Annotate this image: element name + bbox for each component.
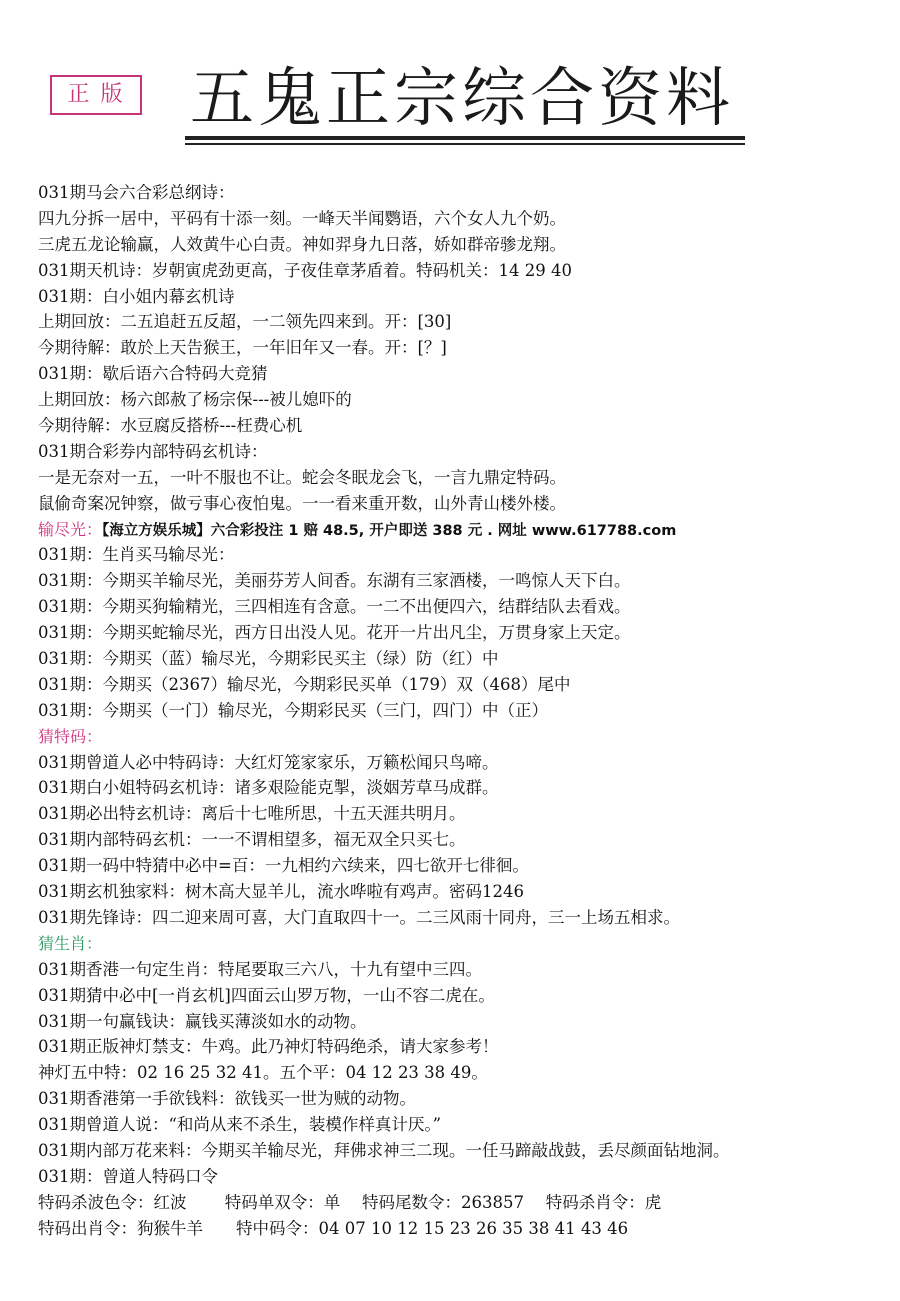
text-line: 031期马会六合彩总纲诗： xyxy=(38,183,235,202)
text-line: 031期合彩券内部特码玄机诗： xyxy=(38,441,268,461)
text-line: 今期待解：水豆腐反搭桥---枉费心机 xyxy=(38,416,303,436)
text-line: 031期：今期买狗输精光，三四相连有含意。一二不出便四六，结群结队去看戏。 xyxy=(38,597,631,617)
text-line: 031期香港一句定生肖：特尾要取三六八，十九有望中三四。 xyxy=(38,959,482,979)
section-guess-code-label: 猜特码： xyxy=(38,726,103,746)
text-line: 鼠偷奇案况钟察，做亏事心夜怕鬼。一一看来重开数，山外青山楼外楼。 xyxy=(38,493,566,513)
text-line: 031期先锋诗：四二迎来周可喜，大门直取四十一。二三风雨十同舟，三一上场五相求。 xyxy=(38,907,680,927)
text-line: 031期：今期买羊输尽光，美丽芬芳人间香。东湖有三家酒楼，一鸣惊人天下白。 xyxy=(38,571,631,591)
title-underline xyxy=(185,136,745,140)
text-line: 031期内部特码玄机：一一不谓相望多，福无双全只买七。 xyxy=(38,830,466,850)
block-general xyxy=(38,180,888,517)
text-line: 031期：生肖买马输尽光： xyxy=(38,545,235,565)
block-lose xyxy=(38,542,888,723)
text-line: 031期：今期买蛇输尽光，西方日出没人见。花开一片出凡尘，万贯身家上天定。 xyxy=(38,623,631,643)
title-underline-thin xyxy=(185,143,745,145)
text-line: 031期：今期买（2367）输尽光，今期彩民买单（179）双（468）尾中 xyxy=(38,674,571,694)
block-guess-zodiac xyxy=(38,957,888,1242)
text-line: 今期待解：敢於上天告猴王，一年旧年又一春。开：[？] xyxy=(38,338,447,358)
edition-badge: 正 版 xyxy=(50,75,142,115)
block-guess-code xyxy=(38,750,888,931)
text-line: 031期：歇后语六合特码大竞猜 xyxy=(38,364,268,384)
advertisement-banner: 【海立方娱乐城】六合彩投注 1 赔 48.5, 开户即送 388 元 . 网址 www.617788.com xyxy=(102,522,677,539)
text-line: 031期曾道人说：“和尚从来不杀生，装模作样真计厌。” xyxy=(38,1115,442,1135)
text-line: 神灯五中特：02 16 25 32 41。五个平：04 12 23 38 49。 xyxy=(38,1063,488,1083)
text-line: 特码杀波色令：红波 特码单双令：单 特码尾数令：263857 特码杀肖令：虎 xyxy=(38,1192,662,1212)
text-line: 031期一码中特猜中必中=百：一九相约六续来，四七欲开七徘徊。 xyxy=(38,856,529,876)
text-line: 上期回放：二五追赶五反超，一二领先四来到。开：[30] xyxy=(38,312,452,332)
text-line: 031期玄机独家料：树木高大显羊儿，流水哗啦有鸡声。密码1246 xyxy=(38,882,524,902)
text-line: 031期曾道人必中特码诗：大红灯笼家家乐，万籁松闻只鸟啼。 xyxy=(38,752,499,772)
text-line: 031期天机诗：岁朝寅虎劲更高，子夜佳章茅盾着。特码机关：14 29 40 xyxy=(38,260,572,280)
text-line: 031期：今期买（蓝）输尽光，今期彩民买主（绿）防（红）中 xyxy=(38,649,499,669)
document-body xyxy=(38,180,888,1242)
text-line: 031期正版神灯禁支：牛鸡。此乃神灯特码绝杀，请大家参考！ xyxy=(38,1037,499,1057)
section-lose-header xyxy=(38,517,888,543)
text-line: 031期猜中必中[一肖玄机]四面云山罗万物，一山不容二虎在。 xyxy=(38,985,495,1005)
page-title: 五鬼正宗综合资料 xyxy=(190,62,734,136)
text-line: 031期：曾道人特码口令 xyxy=(38,1166,218,1186)
text-line: 031期内部万花来料：今期买羊输尽光，拜佛求神三二现。一任马蹄敲战鼓，丢尽颜面钻地洞。 xyxy=(38,1140,730,1160)
text-line: 四九分拆一居中，平码有十添一刻。一峰天半闻鹦语，六个女人九个奶。 xyxy=(38,208,566,228)
text-line: 特码出肖令：狗猴牛羊 特中码令：04 07 10 12 15 23 26 35 38 41 43 46 xyxy=(38,1218,629,1238)
text-line: 031期一句赢钱诀：赢钱买薄淡如水的动物。 xyxy=(38,1011,367,1031)
text-line: 一是无奈对一五，一叶不服也不让。蛇会冬眠龙会飞，一言九鼎定特码。 xyxy=(38,467,566,487)
text-line: 031期：白小姐内幕玄机诗 xyxy=(38,286,235,306)
section-lose-label: 输尽光： xyxy=(38,519,103,539)
text-line: 三虎五龙论输赢，人效黄牛心白责。神如羿身九日落，娇如群帝骖龙翔。 xyxy=(38,234,566,254)
text-line: 031期必出特玄机诗：离后十七唯所思，十五天涯共明月。 xyxy=(38,804,466,824)
text-line: 031期香港第一手欲钱料：欲钱买一世为贼的动物。 xyxy=(38,1089,416,1109)
text-line: 031期：今期买（一门）输尽光，今期彩民买（三门，四门）中（正） xyxy=(38,700,548,720)
text-line: 上期回放：杨六郎赦了杨宗保---被儿媳吓的 xyxy=(38,390,352,410)
section-guess-zodiac-label: 猜生肖： xyxy=(38,933,103,953)
text-line: 031期白小姐特码玄机诗：诸多艰险能克掣，淡姻芳草马成群。 xyxy=(38,778,499,798)
